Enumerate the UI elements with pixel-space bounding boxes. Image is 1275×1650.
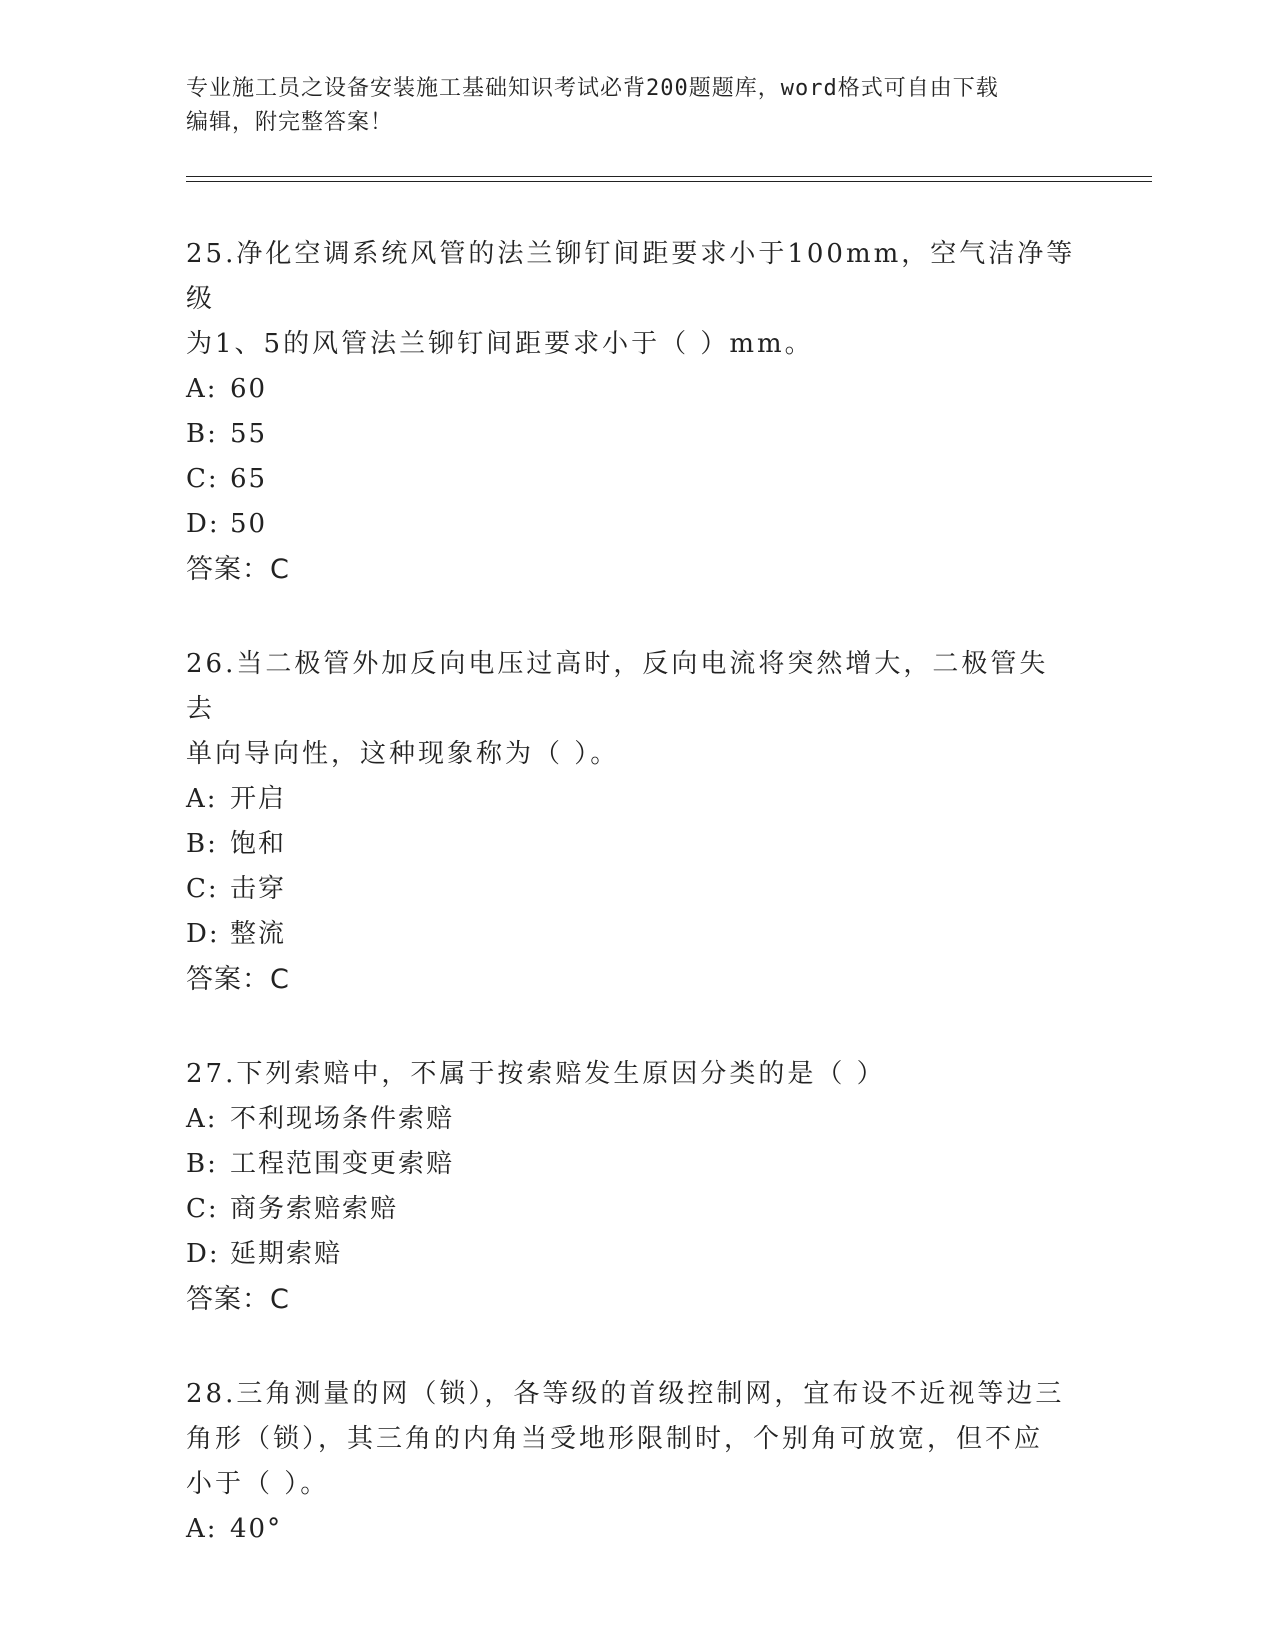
- option-letter: A:: [186, 374, 218, 404]
- question-25: [186, 232, 1076, 592]
- stem-line: 26.当二极管外加反向电压过高时，反向电流将突然增大，二极管失去: [186, 649, 1049, 724]
- option-a: [186, 367, 1076, 412]
- option-a: [186, 777, 1076, 822]
- option-text: 65: [230, 464, 268, 494]
- header-line-1: 专业施工员之设备安装施工基础知识考试必背200题题库，word格式可自由下载: [186, 76, 999, 101]
- stem-line: 角形（锁），其三角的内角当受地形限制时，个别角可放宽，但不应: [186, 1424, 1044, 1454]
- option-b: [186, 1142, 1076, 1187]
- option-d: [186, 912, 1076, 957]
- answer-line: 答案：C: [186, 1284, 290, 1315]
- option-text: 延期索赔: [230, 1239, 343, 1269]
- option-d: [186, 502, 1076, 547]
- option-b: [186, 412, 1076, 457]
- question-27: [186, 1052, 1076, 1322]
- option-letter: C:: [186, 874, 219, 904]
- answer-line: 答案：C: [186, 554, 290, 585]
- question-26: [186, 642, 1076, 1002]
- option-c: [186, 867, 1076, 912]
- option-text: 50: [230, 509, 268, 539]
- option-text: 饱和: [230, 829, 287, 859]
- header-divider-bottom: [186, 181, 1152, 182]
- option-text: 工程范围变更索赔: [230, 1149, 455, 1179]
- option-letter: A:: [186, 784, 218, 814]
- question-stem: [186, 642, 1076, 777]
- option-letter: A:: [186, 1514, 218, 1544]
- document-header: [186, 72, 1066, 140]
- option-text: 40°: [230, 1514, 283, 1544]
- option-b: [186, 822, 1076, 867]
- option-letter: C:: [186, 1194, 219, 1224]
- option-a: [186, 1097, 1076, 1142]
- option-text: 击穿: [230, 874, 287, 904]
- option-text: 开启: [230, 784, 287, 814]
- option-letter: B:: [186, 829, 218, 859]
- option-letter: C:: [186, 464, 219, 494]
- header-line-2: 编辑，附完整答案！: [186, 110, 394, 135]
- stem-line: 单向导向性，这种现象称为（ ）。: [186, 739, 620, 769]
- option-a: [186, 1507, 1076, 1552]
- option-letter: D:: [186, 509, 220, 539]
- stem-line: 为1、5的风管法兰铆钉间距要求小于（ ）mm。: [186, 329, 814, 359]
- option-text: 整流: [230, 919, 287, 949]
- answer-line: 答案：C: [186, 964, 290, 995]
- question-28: [186, 1372, 1076, 1552]
- question-stem: [186, 1372, 1076, 1507]
- stem-line: 27.下列索赔中，不属于按索赔发生原因分类的是（ ）: [186, 1059, 886, 1089]
- option-letter: B:: [186, 419, 218, 449]
- question-stem: [186, 1052, 1076, 1097]
- option-text: 不利现场条件索赔: [230, 1104, 455, 1134]
- option-letter: D:: [186, 919, 220, 949]
- option-letter: B:: [186, 1149, 218, 1179]
- question-stem: [186, 232, 1076, 367]
- header-divider-top: [186, 176, 1152, 177]
- stem-line: 28.三角测量的网（锁），各等级的首级控制网，宜布设不近视等边三: [186, 1379, 1065, 1409]
- option-letter: D:: [186, 1239, 220, 1269]
- option-c: [186, 457, 1076, 502]
- option-d: [186, 1232, 1076, 1277]
- option-text: 60: [230, 374, 268, 404]
- option-text: 商务索赔索赔: [230, 1194, 399, 1224]
- stem-line: 小于（ ）。: [186, 1469, 330, 1499]
- option-text: 55: [230, 419, 268, 449]
- stem-line: 25.净化空调系统风管的法兰铆钉间距要求小于100mm，空气洁净等级: [186, 239, 1076, 314]
- question-list: [186, 232, 1076, 1602]
- option-c: [186, 1187, 1076, 1232]
- option-letter: A:: [186, 1104, 218, 1134]
